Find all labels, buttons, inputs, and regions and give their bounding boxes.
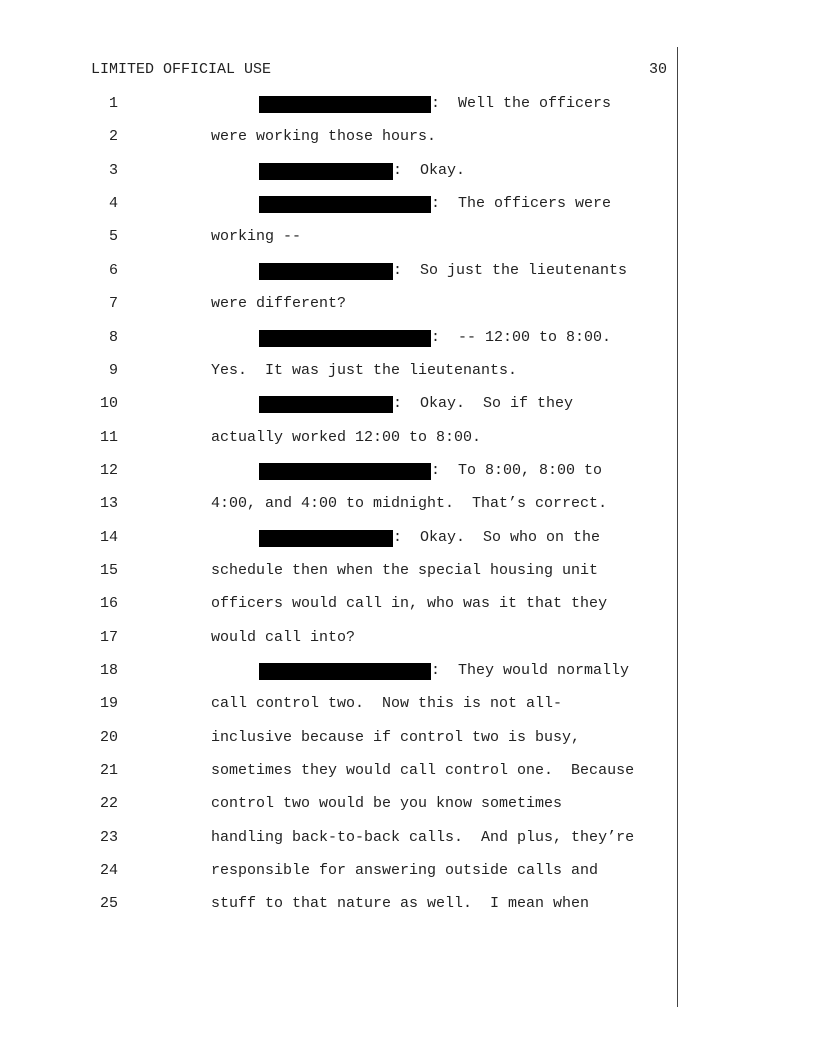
- redacted-speaker-name: [259, 463, 431, 480]
- redacted-speaker-name: [259, 163, 393, 180]
- transcript-line: [0, 662, 816, 682]
- continuation-line-text: responsible for answering outside calls and: [211, 862, 599, 880]
- line-number: 9: [108, 361, 118, 379]
- line-number: 23: [99, 828, 118, 846]
- speaker-line-text: : So just the lieutenants: [393, 261, 628, 279]
- transcript-line: [0, 862, 816, 882]
- redacted-speaker-name: [259, 196, 431, 213]
- speaker-line-text: : The officers were: [431, 195, 612, 213]
- line-number: 16: [99, 595, 118, 613]
- speaker-line-text: : They would normally: [431, 662, 630, 679]
- redacted-speaker-name: [259, 263, 393, 280]
- line-number: 10: [99, 395, 118, 413]
- speaker-line-text: : Okay. So if they: [393, 395, 574, 413]
- line-number: 12: [99, 461, 118, 479]
- speaker-line-text: : Well the officers: [431, 95, 612, 112]
- classification-header: LIMITED OFFICIAL USE: [91, 61, 272, 78]
- line-number: 7: [108, 295, 118, 313]
- redacted-speaker-name: [259, 663, 431, 680]
- transcript-line: [0, 395, 816, 415]
- line-number: 21: [99, 762, 118, 779]
- continuation-line-text: 4:00, and 4:00 to midnight. That’s correct.: [211, 495, 608, 513]
- transcript-line: [0, 529, 816, 549]
- speaker-line-text: : Okay. So who on the: [393, 528, 601, 546]
- transcript-line: [0, 95, 816, 115]
- transcript-line: [0, 329, 816, 349]
- continuation-line-text: handling back-to-back calls. And plus, they’re: [211, 828, 635, 846]
- continuation-line-text: officers would call in, who was it that they: [211, 595, 608, 613]
- line-number: 8: [108, 328, 118, 346]
- line-number: 14: [99, 528, 118, 546]
- continuation-line-text: actually worked 12:00 to 8:00.: [211, 428, 482, 446]
- continuation-line-text: stuff to that nature as well. I mean when: [211, 895, 590, 913]
- redacted-speaker-name: [259, 530, 393, 547]
- line-number: 20: [99, 728, 118, 746]
- line-number: 1: [108, 95, 118, 112]
- line-number: 24: [99, 862, 118, 880]
- redacted-speaker-name: [259, 396, 393, 413]
- continuation-line-text: sometimes they would call control one. Because: [211, 762, 635, 779]
- line-number: 19: [99, 695, 118, 713]
- continuation-line-text: were working those hours.: [211, 128, 437, 146]
- line-number: 22: [99, 795, 118, 813]
- line-number: 11: [99, 428, 118, 446]
- transcript-line: [0, 762, 816, 782]
- line-number: 17: [99, 628, 118, 646]
- transcript-line: [0, 695, 816, 715]
- line-number: 3: [108, 161, 118, 179]
- continuation-line-text: call control two. Now this is not all-: [211, 695, 563, 713]
- transcript-line: [0, 595, 816, 615]
- transcript-line: [0, 195, 816, 215]
- line-number: 4: [108, 195, 118, 213]
- continuation-line-text: Yes. It was just the lieutenants.: [211, 361, 518, 379]
- line-number: 25: [99, 895, 118, 913]
- transcript-line: [0, 362, 816, 382]
- redacted-speaker-name: [259, 96, 431, 113]
- line-number: 6: [108, 261, 118, 279]
- continuation-line-text: control two would be you know sometimes: [211, 795, 563, 813]
- transcript-line: [0, 562, 816, 582]
- continuation-line-text: inclusive because if control two is busy,: [211, 728, 581, 746]
- transcript-line: [0, 895, 816, 915]
- transcript-line: [0, 162, 816, 182]
- transcript-line: [0, 228, 816, 248]
- transcript-line: [0, 262, 816, 282]
- page-number: 30: [648, 61, 667, 78]
- speaker-line-text: : To 8:00, 8:00 to: [431, 461, 603, 479]
- transcript-line: [0, 295, 816, 315]
- continuation-line-text: were different?: [211, 295, 347, 313]
- line-number: 15: [99, 561, 118, 579]
- continuation-line-text: would call into?: [211, 628, 356, 646]
- transcript-line: [0, 495, 816, 515]
- continuation-line-text: working --: [211, 228, 302, 246]
- speaker-line-text: : -- 12:00 to 8:00.: [431, 328, 612, 346]
- transcript-line: [0, 629, 816, 649]
- transcript-line: [0, 729, 816, 749]
- redacted-speaker-name: [259, 330, 431, 347]
- transcript-line: [0, 462, 816, 482]
- line-number: 5: [108, 228, 118, 246]
- transcript-line: [0, 795, 816, 815]
- transcript-line: [0, 429, 816, 449]
- speaker-line-text: : Okay.: [393, 161, 466, 179]
- transcript-line: [0, 829, 816, 849]
- line-number: 13: [99, 495, 118, 513]
- line-number: 18: [99, 662, 118, 679]
- continuation-line-text: schedule then when the special housing unit: [211, 561, 599, 579]
- transcript-line: [0, 128, 816, 148]
- line-number: 2: [108, 128, 118, 146]
